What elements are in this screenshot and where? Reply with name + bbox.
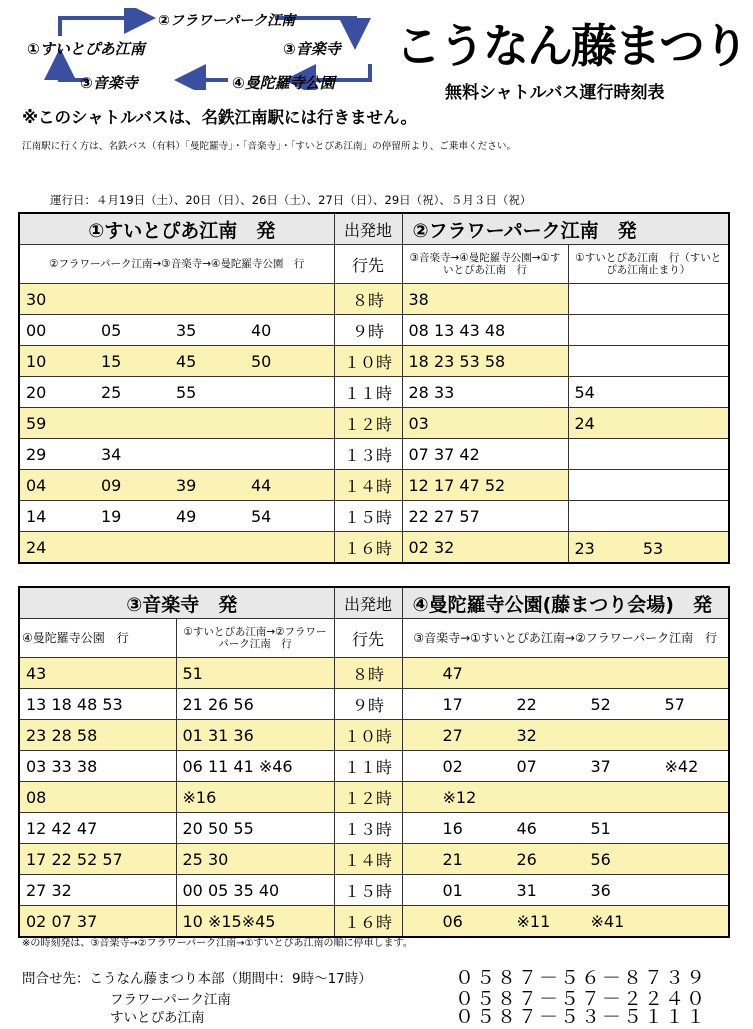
t2-left-a-minutes: 08 [19, 782, 176, 813]
table-row [19, 813, 729, 844]
t1-right-a-minutes: 03 [402, 408, 568, 439]
t2-hour: １０時 [334, 720, 402, 751]
table-row [19, 844, 729, 875]
minute: 19 [101, 506, 122, 526]
t2-left-b-minutes: 51 [176, 658, 334, 689]
t2-left-b-minutes: ※16 [176, 782, 334, 813]
contact-phone-3[interactable]: ０５８７－５３－５１１１ [455, 1006, 708, 1028]
t2-left-a-minutes: 27 32 [19, 875, 176, 906]
t1-left-minutes [19, 408, 334, 439]
minute: 59 [26, 413, 47, 433]
minute: 02 [442, 756, 463, 776]
minute: 40 [251, 320, 272, 340]
t2-left-a-minutes: 23 28 58 [19, 720, 176, 751]
table-row [19, 875, 729, 906]
minute: 37 [590, 756, 611, 776]
stop-ongakuji: ③音楽寺 [283, 40, 341, 58]
contact-phone-1[interactable]: ０５８７－５６－８７３９ [455, 967, 708, 989]
t2-left-header: ③音楽寺 発 [19, 587, 334, 619]
t2-hour: １５時 [334, 875, 402, 906]
arrow-1-2 [60, 18, 140, 36]
minute: 01 [442, 880, 463, 900]
t2-left-b-minutes: 00 05 35 40 [176, 875, 334, 906]
t1-right-header: ②フラワーパーク江南 発 [402, 213, 729, 245]
minute: 21 [442, 849, 463, 869]
minute: 27 [442, 725, 463, 745]
t2-left-a-minutes: 12 42 47 [19, 813, 176, 844]
t2-right-minutes [402, 658, 729, 689]
t1-right-a-minutes: 08 13 43 48 [402, 315, 568, 346]
t2-mid-header: 出発地 [334, 587, 402, 619]
minute: 24 [26, 537, 47, 557]
minute: 15 [101, 351, 122, 371]
t2-left-b-minutes: 25 30 [176, 844, 334, 875]
minute: ※12 [442, 787, 477, 807]
minute: 45 [176, 351, 197, 371]
t1-left-minutes [19, 315, 334, 346]
minute: ※11 [516, 911, 551, 931]
t2-hour: ８時 [334, 658, 402, 689]
stop-flowerpark: ②フラワーパーク江南 [158, 13, 296, 29]
minute: 47 [442, 663, 463, 683]
t2-hour: １２時 [334, 782, 402, 813]
t1-right-b-minutes [568, 284, 729, 315]
minute: 57 [664, 694, 685, 714]
table-row [19, 501, 729, 532]
t1-left-header: ①すいとぴあ江南 発 [19, 213, 334, 245]
minute: 06 [442, 911, 463, 931]
t1-hour: １５時 [334, 501, 402, 532]
minute: 46 [516, 818, 537, 838]
t1-right-b-minutes: 24 [568, 408, 729, 439]
minute: 50 [251, 351, 272, 371]
minute: 29 [26, 444, 47, 464]
t1-right-a-minutes: 18 23 53 58 [402, 346, 568, 377]
contact-phone-2[interactable]: ０５８７－５７－２２４０ [455, 988, 708, 1010]
minute: 10 [26, 351, 47, 371]
footnote: ※の時刻発は、③音楽寺→②フラワーパーク江南→①すいとぴあ江南の順に停車します。 [22, 938, 413, 949]
t1-left-minutes [19, 284, 334, 315]
minute: 25 [101, 382, 122, 402]
t1-right-sub-b: ①すいとぴあ江南 行（すいとぴあ江南止まり） [568, 245, 729, 284]
t2-left-b-minutes: 10 ※15※45 [176, 906, 334, 938]
minute: 31 [516, 880, 537, 900]
t1-right-a-minutes: 38 [402, 284, 568, 315]
t1-left-minutes [19, 439, 334, 470]
contact-label-1: 問合せ先：こうなん藤まつり本部（期間中：9時〜17時） [22, 971, 372, 987]
minute: 05 [101, 320, 122, 340]
t2-left-a-minutes: 02 07 37 [19, 906, 176, 938]
contact-label-2: フラワーパーク江南 [110, 992, 231, 1008]
table-row [19, 284, 729, 315]
t1-mid-sub: 行先 [334, 245, 402, 284]
table-row [19, 346, 729, 377]
minute: 17 [442, 694, 463, 714]
table-row [19, 906, 729, 938]
table-row [19, 658, 729, 689]
t1-left-minutes [19, 470, 334, 501]
t2-hour: １４時 [334, 844, 402, 875]
table-row [19, 689, 729, 720]
t1-hour: １１時 [334, 377, 402, 408]
t2-right-minutes [402, 813, 729, 844]
t2-right-minutes [402, 782, 729, 813]
table-row [19, 720, 729, 751]
t1-hour: １６時 [334, 532, 402, 564]
minute: 09 [101, 475, 122, 495]
table-row [19, 439, 729, 470]
operating-days: 運行日：４月19日（土）、20日（日）、26日（土）、27日（日）、29日（祝）、５月３日（祝） [50, 193, 532, 207]
minute: 14 [26, 506, 47, 526]
minute: 26 [516, 849, 537, 869]
table-row [19, 315, 729, 346]
minute: 07 [516, 756, 537, 776]
minute: 00 [26, 320, 47, 340]
t1-right-sub-a: ③音楽寺→④曼陀羅寺公園→①すいとぴあ江南 行 [402, 245, 568, 284]
t1-mid-header: 出発地 [334, 213, 402, 245]
warning-text: ※このシャトルバスは、名鉄江南駅には行きません。 [22, 108, 418, 127]
minute: 54 [251, 506, 272, 526]
minute: 34 [101, 444, 122, 464]
t2-left-b-minutes: 20 50 55 [176, 813, 334, 844]
t1-right-b-minutes [568, 439, 729, 470]
table-row [19, 408, 729, 439]
t1-right-a-minutes: 12 17 47 52 [402, 470, 568, 501]
table-row [19, 532, 729, 564]
minute: 56 [590, 849, 611, 869]
minute: 30 [26, 289, 47, 309]
t2-right-sub: ③音楽寺→①すいとぴあ江南→②フラワーパーク江南 行 [402, 619, 729, 658]
t1-left-minutes [19, 346, 334, 377]
t1-hour: １３時 [334, 439, 402, 470]
t2-right-minutes [402, 906, 729, 938]
page-title: こうなん藤まつり [395, 19, 747, 73]
t2-left-b-minutes: 01 31 36 [176, 720, 334, 751]
t1-right-a-minutes: 07 37 42 [402, 439, 568, 470]
t2-left-b-minutes: 21 26 56 [176, 689, 334, 720]
minute: ※41 [590, 911, 625, 931]
t2-hour: ９時 [334, 689, 402, 720]
t2-left-a-minutes: 43 [19, 658, 176, 689]
minute: 22 [516, 694, 537, 714]
t1-right-b-minutes [568, 501, 729, 532]
minute: 16 [442, 818, 463, 838]
t1-right-b-minutes [568, 315, 729, 346]
t2-right-minutes [402, 844, 729, 875]
minute: 36 [590, 880, 611, 900]
timetable-2 [18, 586, 730, 938]
t1-left-minutes [19, 377, 334, 408]
t1-hour: ９時 [334, 315, 402, 346]
page-subtitle: 無料シャトルバス運行時刻表 [445, 83, 665, 103]
t2-left-b-minutes: 06 11 41 ※46 [176, 751, 334, 782]
stop-mandaraji: ④曼陀羅寺公園 [232, 74, 335, 92]
timetable-1 [18, 212, 730, 564]
minute: 55 [176, 382, 197, 402]
t1-right-b-minutes [568, 346, 729, 377]
t2-left-sub-a: ④曼陀羅寺公園 行 [19, 619, 176, 658]
access-note: 江南駅に行く方は、名鉄バス（有料）「曼陀羅寺」・「音楽寺」・「すいとぴあ江南」の停留所より、ご乗車ください。 [22, 141, 517, 152]
stop-ongakuji-2: ③音楽寺 [80, 74, 138, 92]
table-row [19, 782, 729, 813]
t2-right-minutes [402, 751, 729, 782]
t1-right-b-minutes [568, 470, 729, 501]
t2-hour: １３時 [334, 813, 402, 844]
t1-hour: ８時 [334, 284, 402, 315]
t1-left-minutes [19, 501, 334, 532]
minute: 52 [590, 694, 611, 714]
t1-left-sub: ②フラワーパーク江南→③音楽寺→④曼陀羅寺公園 行 [19, 245, 334, 284]
minute: 44 [251, 475, 272, 495]
table-row [19, 470, 729, 501]
t1-right-a-minutes: 28 33 [402, 377, 568, 408]
table-row [19, 377, 729, 408]
minute: 20 [26, 382, 47, 402]
minute: 49 [176, 506, 197, 526]
minute: 04 [26, 475, 47, 495]
t1-hour: １０時 [334, 346, 402, 377]
t2-right-minutes [402, 689, 729, 720]
t2-right-minutes [402, 720, 729, 751]
stop-suitopia: ①すいとぴあ江南 [27, 40, 145, 58]
t1-hour: １２時 [334, 408, 402, 439]
t2-hour: １６時 [334, 906, 402, 938]
minute: ※42 [664, 756, 699, 776]
t2-left-a-minutes: 17 22 52 57 [19, 844, 176, 875]
minute: 35 [176, 320, 197, 340]
minute: 51 [590, 818, 611, 838]
contact-label-3: すいとぴあ江南 [110, 1010, 205, 1026]
t2-left-a-minutes: 03 33 38 [19, 751, 176, 782]
t2-hour: １１時 [334, 751, 402, 782]
t1-hour: １４時 [334, 470, 402, 501]
t2-mid-sub: 行先 [334, 619, 402, 658]
minute: 32 [516, 725, 537, 745]
t1-right-a-minutes: 22 27 57 [402, 501, 568, 532]
t2-left-a-minutes: 13 18 48 53 [19, 689, 176, 720]
t2-right-minutes [402, 875, 729, 906]
t2-right-header: ④曼陀羅寺公園(藤まつり会場) 発 [402, 587, 729, 619]
t1-left-minutes [19, 532, 334, 564]
t1-right-b-minutes: 54 [568, 377, 729, 408]
minute: 39 [176, 475, 197, 495]
t1-right-b-minutes: 23 53 [568, 532, 729, 564]
table-row [19, 751, 729, 782]
t1-right-a-minutes: 02 32 [402, 532, 568, 564]
t2-left-sub-b: ①すいとぴあ江南→②フラワーパーク江南 行 [176, 619, 334, 658]
